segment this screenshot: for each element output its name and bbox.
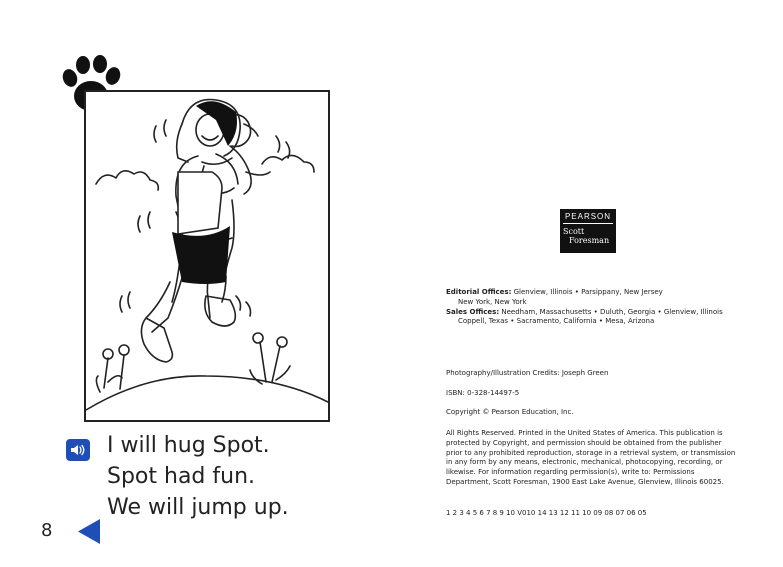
editorial-text-2: New York, New York [458,297,527,306]
girl-hugging-dog-drawing [86,92,328,420]
logo-brand: PEARSON [563,212,613,224]
editorial-text: Glenview, Illinois • Parsippany, New Jersey [513,288,663,296]
triangle-left-icon [78,519,100,544]
print-line: 1 2 3 4 5 6 7 8 9 10 V010 14 13 12 11 10 09 08 07 06 05 [446,509,647,517]
sales-text-2: Coppell, Texas • Sacramento, California • Mesa, Arizona [458,317,655,326]
story-line-1: I will hug Spot. [107,433,270,458]
sales-text: Needham, Massachusetts • Duluth, Georgia • Glenview, Illinois [501,307,723,316]
page-number: 8 [41,520,53,541]
previous-page-button[interactable] [78,519,100,544]
publisher-logo [560,209,616,253]
offices-block [446,288,746,327]
sales-label: Sales Offices: [446,307,500,316]
left-page [0,0,391,567]
isbn-text: ISBN: 0-328-14497-5 [446,389,520,397]
editorial-label: Editorial Offices: [446,288,512,296]
copyright-text: Copyright © Pearson Education, Inc. [446,408,574,416]
audio-play-button[interactable] [66,439,90,461]
right-page [392,0,783,567]
credits-text: Photography/Illustration Credits: Joseph Green [446,369,609,377]
story-text [107,430,289,523]
speaker-icon [70,444,86,456]
logo-imprint-line2: Foresman [569,236,610,245]
logo-imprint-line1: Scott [563,227,585,236]
story-line-2: Spot had fun. [107,464,256,489]
story-line-3: We will jump up. [107,495,289,520]
rights-text: All Rights Reserved. Printed in the United States of America. This publication is protected by Copyright, and permission should be obtained from the publisher prior to any prohibited reproduction, storage in a retrieval system, or transmission in any form by any means, electronic, mechanical, photocopying, recording, or likewise. For information regarding permission(s), write to: Permissions Department, Scott Foresman, 1900 East Lake Avenue, Glenview, Illinois 60025. [446,429,736,486]
story-illustration [84,90,330,422]
